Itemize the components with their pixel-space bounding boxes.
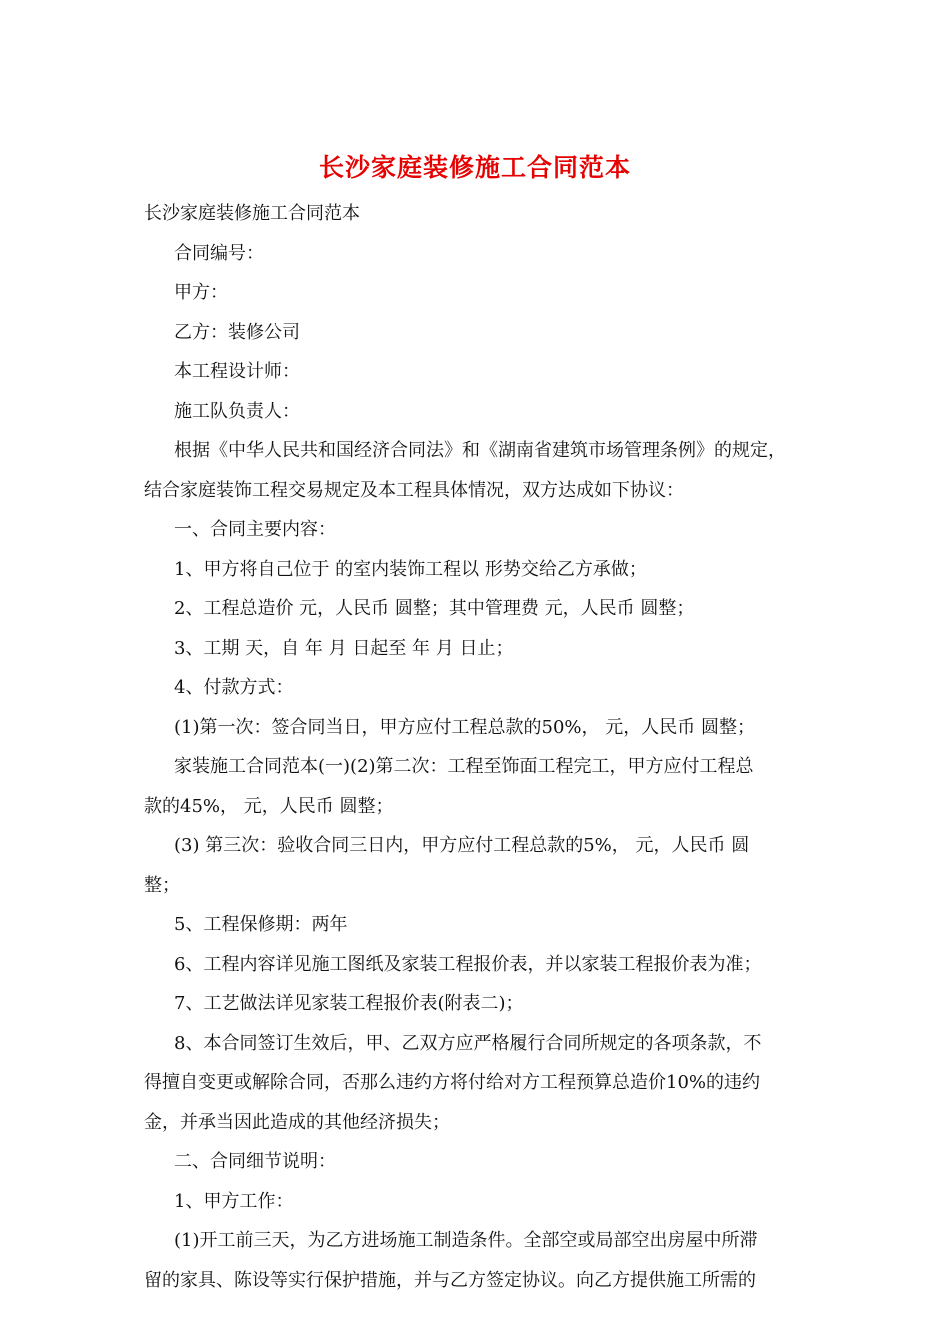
document-line: 本工程设计师： [174,361,300,382]
document-line: 施工队负责人： [174,400,300,422]
document-line: 5、工程保修期：两年 [174,914,348,935]
document-line: 7、工艺做法详见家装工程报价表(附表二)； [174,993,524,1014]
document-line: 款的45%， 元，人民币 圆整； [144,795,394,817]
document-line: 6、工程内容详见施工图纸及家装工程报价表，并以家装工程报价表为准； [174,953,762,975]
document-line: 留的家具、陈设等实行保护措施，并与乙方签定协议。向乙方提供施工所需的 [144,1269,756,1291]
document-line: 二、合同细节说明： [174,1151,336,1172]
document-line: 2、工程总造价 元，人民币 圆整；其中管理费 元，人民币 圆整； [174,598,695,619]
document-line: 金，并承当因此造成的其他经济损失； [144,1111,450,1133]
document-line: 长沙家庭装修施工合同范本 [144,203,360,224]
document-line: 乙方：装修公司 [174,321,300,343]
document-line: 1、甲方将自己位于 的室内装饰工程以 形势交给乙方承做； [174,558,647,580]
document-line: (1)开工前三天，为乙方进场施工制造条件。全部空或局部空出房屋中所滞 [174,1230,758,1251]
document-line: 3、工期 天，自 年 月 日起至 年 月 日止； [174,637,514,659]
document-line: 合同编号： [174,242,264,264]
document-line: 得擅自变更或解除合同，否那么违约方将付给对方工程预算总造价10%的违约 [144,1072,761,1093]
document-line: 根据《中华人民共和国经济合同法》和《湖南省建筑市场管理条例》的规定， [174,440,786,461]
document-line: 4、付款方式： [174,677,294,698]
document-line: 甲方： [174,282,228,303]
document-line: (3) 第三次：验收合同三日内，甲方应付工程总款的5%， 元，人民币 圆 [174,835,750,856]
document-line: 1、甲方工作： [174,1190,294,1212]
document-line: 一、合同主要内容： [174,519,336,540]
document-line: 结合家庭装饰工程交易规定及本工程具体情况，双方达成如下协议： [144,479,684,501]
document-line: (1)第一次：签合同当日，甲方应付工程总款的50%， 元，人民币 圆整； [174,716,755,738]
document-line: 8、本合同签订生效后，甲、乙双方应严格履行合同所规定的各项条款，不 [174,1032,762,1054]
document-line: 家装施工合同范本(一)(2)第二次：工程至饰面工程完工，甲方应付工程总 [174,756,754,777]
document-line: 整； [144,874,180,896]
document-title: 长沙家庭装修施工合同范本 [318,153,631,182]
document-body [144,194,804,1300]
